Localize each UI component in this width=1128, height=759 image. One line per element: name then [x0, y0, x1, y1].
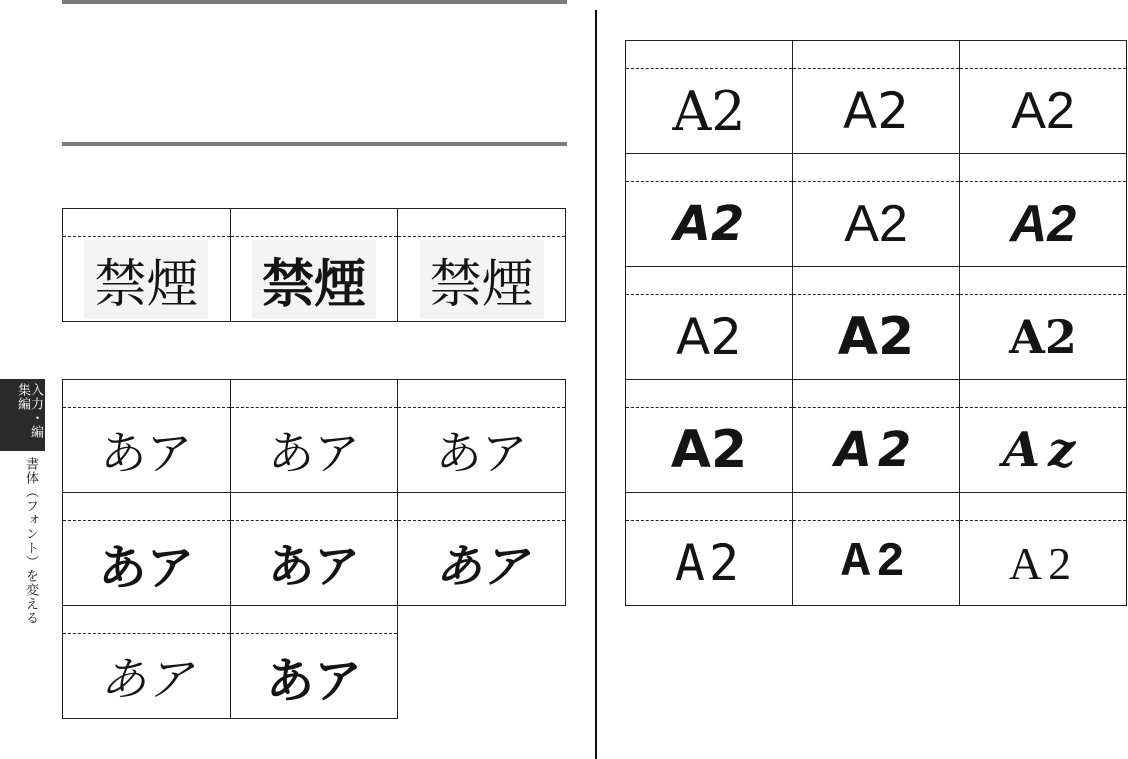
font-sample-cell	[626, 154, 793, 267]
font-name-slot	[231, 606, 398, 634]
font-name-slot	[63, 493, 230, 521]
font-sample-text: A2	[844, 195, 908, 253]
font-name-slot	[626, 41, 792, 69]
font-name-slot	[960, 267, 1126, 295]
font-sample-text: A2	[837, 307, 915, 367]
font-sample-text: A2	[675, 308, 742, 366]
font-sample-text: A2	[842, 82, 909, 140]
table-row	[626, 493, 1127, 606]
top-rule	[62, 0, 567, 4]
font-sample-cell	[626, 493, 793, 606]
font-sample-text: あア	[100, 652, 193, 706]
font-sample-text: あア	[435, 539, 528, 593]
font-sample-cell	[398, 209, 566, 322]
font-sample-text: あア	[98, 539, 195, 596]
table-row	[63, 493, 566, 606]
font-sample-cell	[626, 380, 793, 493]
font-name-slot	[63, 209, 230, 237]
table-row	[63, 380, 566, 493]
font-sample-text: あア	[267, 539, 360, 593]
font-sample-text: Az	[1002, 422, 1084, 478]
chapter-title: 書体（フォント）を変える	[23, 457, 38, 625]
font-sample-cell	[398, 493, 566, 606]
font-sample-cell	[230, 380, 398, 493]
font-sample-cell	[960, 41, 1127, 154]
table-row	[626, 41, 1127, 154]
font-name-slot	[960, 380, 1126, 408]
font-sample-cell	[626, 41, 793, 154]
font-name-slot	[626, 380, 792, 408]
section-rule	[62, 142, 567, 146]
font-name-slot	[960, 493, 1126, 521]
font-name-slot	[793, 493, 959, 521]
font-sample-cell	[793, 154, 960, 267]
font-sample-text: A2	[1009, 310, 1077, 364]
font-sample-cell	[960, 154, 1127, 267]
alphanumeric-font-table	[625, 40, 1127, 606]
font-name-slot	[398, 493, 565, 521]
font-sample-text: あア	[265, 652, 362, 709]
font-sample-cell	[960, 380, 1127, 493]
table-row	[63, 606, 566, 719]
font-sample-text: A2	[1008, 537, 1078, 589]
font-sample-cell	[793, 493, 960, 606]
font-name-slot	[793, 154, 959, 182]
font-sample-cell	[793, 380, 960, 493]
font-sample-text: A2	[673, 196, 745, 252]
table-row	[63, 209, 566, 322]
font-sample-text: 禁煙	[420, 240, 544, 319]
font-sample-text: A2	[674, 534, 744, 592]
font-sample-text: A2	[841, 536, 911, 590]
side-tab	[0, 379, 45, 451]
font-name-slot	[960, 154, 1126, 182]
font-name-slot	[63, 380, 230, 408]
font-name-slot	[231, 380, 398, 408]
table-row	[626, 380, 1127, 493]
font-name-slot	[63, 606, 230, 634]
font-sample-cell	[960, 493, 1127, 606]
font-sample-cell	[230, 209, 398, 322]
font-sample-cell	[63, 380, 231, 493]
column-divider	[595, 10, 597, 759]
font-name-slot	[626, 267, 792, 295]
font-sample-text: 禁煙	[84, 240, 208, 319]
font-name-slot	[398, 380, 565, 408]
font-sample-cell	[230, 606, 398, 719]
font-sample-cell	[230, 493, 398, 606]
font-sample-text: あア	[435, 426, 528, 480]
font-sample-cell	[63, 209, 231, 322]
font-name-slot	[626, 154, 792, 182]
font-sample-text: A2	[672, 79, 746, 143]
font-sample-text: あア	[267, 426, 360, 480]
font-sample-text: 禁煙	[252, 240, 376, 319]
font-name-slot	[793, 41, 959, 69]
font-sample-text: A2	[1011, 82, 1075, 140]
font-sample-cell	[626, 267, 793, 380]
kanji-font-table	[62, 208, 566, 322]
font-name-slot	[793, 267, 959, 295]
table-row	[626, 154, 1127, 267]
font-name-slot	[231, 209, 398, 237]
font-sample-text: A2	[1009, 195, 1077, 253]
font-sample-text: あア	[100, 426, 193, 480]
font-sample-cell	[63, 606, 231, 719]
font-name-slot	[231, 493, 398, 521]
side-tab-label: 入力・編集編	[15, 383, 43, 439]
empty-cell	[398, 606, 566, 719]
font-sample-cell	[63, 493, 231, 606]
kana-font-table	[62, 379, 566, 719]
font-sample-cell	[960, 267, 1127, 380]
font-name-slot	[793, 380, 959, 408]
table-row	[626, 267, 1127, 380]
font-sample-text: A2	[834, 422, 918, 478]
font-sample-cell	[793, 267, 960, 380]
font-sample-cell	[398, 380, 566, 493]
font-sample-cell	[793, 41, 960, 154]
font-name-slot	[398, 209, 565, 237]
font-name-slot	[626, 493, 792, 521]
font-sample-text: A2	[670, 420, 748, 480]
font-name-slot	[960, 41, 1126, 69]
